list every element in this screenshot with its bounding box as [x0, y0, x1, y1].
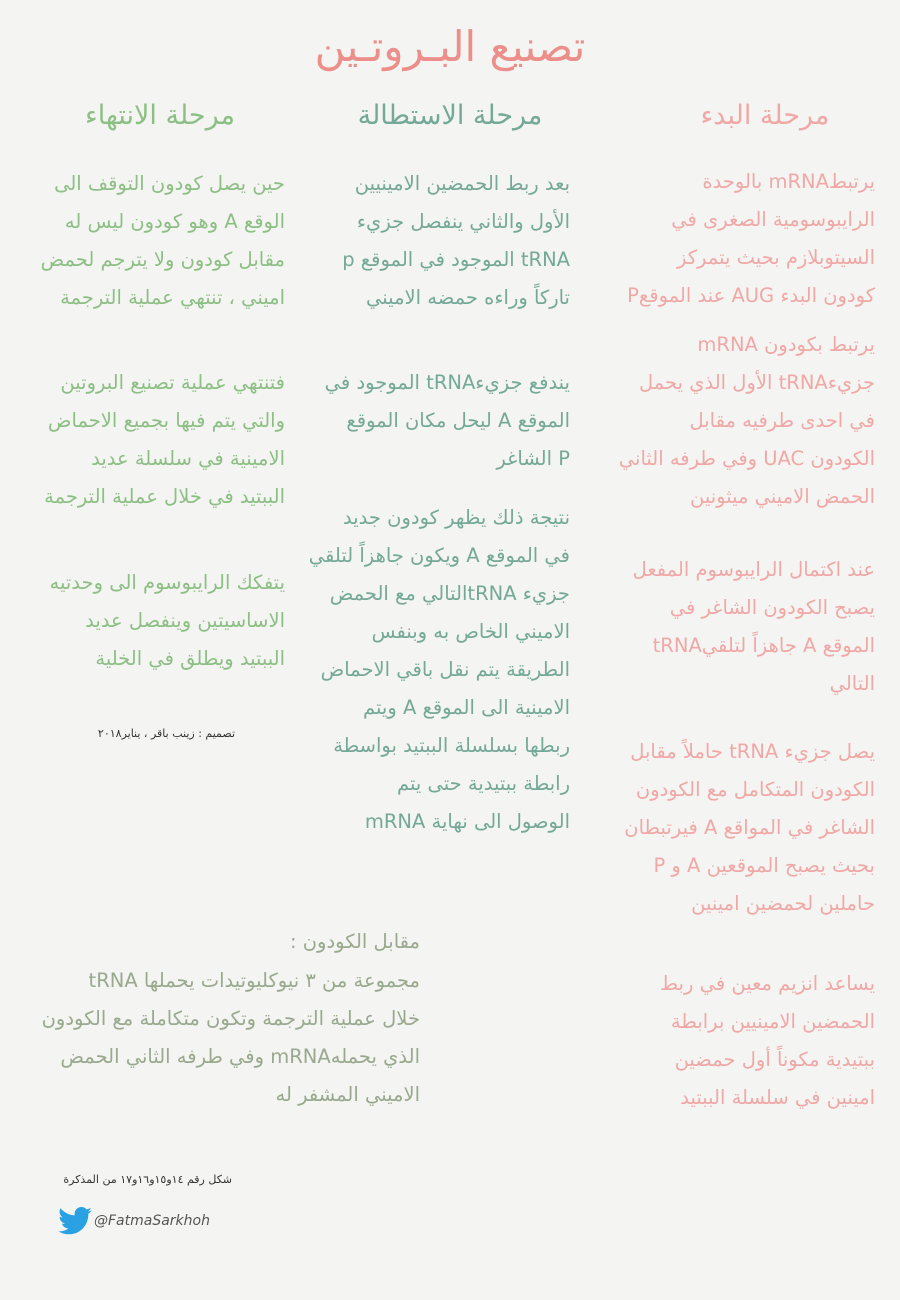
- twitter-signature: [58, 1207, 210, 1235]
- start-paragraph-5: يساعد انزيم معين في ربط الحمضين الامينيين برابطة ببتيدية مكوناً أول حمضين امينين في سلسلة الببتيد: [660, 972, 875, 1109]
- termination-paragraph-1: حين يصل كودون التوقف الى الوقع A وهو كودون ليس له مقابل كودون ولا يترجم لحمض اميني ، تنتهي عملية الترجمة: [40, 172, 285, 309]
- start-paragraph-4: يصل جزيء tRNA حاملاً مقابل الكودون المتكامل مع الكودون الشاغر في المواقع A فيرتبطان بحيث يصبح الموقعين A و P حاملين لحمضين امينين: [624, 740, 875, 915]
- elongation-paragraph-1: بعد ربط الحمضين الامينيين الأول والثاني ينفصل جزيء tRNA الموجود في الموقع p تاركاً وراءه حمضه الاميني: [342, 172, 570, 309]
- twitter-bird-icon: [58, 1207, 92, 1235]
- elongation-stage-heading: مرحلة الاستطالة: [357, 100, 543, 131]
- termination-stage-heading: مرحلة الانتهاء: [85, 100, 235, 131]
- elongation-paragraph-2: يندفع جزيءtRNA الموجود في الموقع A ليحل مكان الموقع P الشاغر: [324, 371, 570, 470]
- elongation-paragraph-3: نتيجة ذلك يظهر كودون جديد في الموقع A ويكون جاهزاً لتلقي جزيء tRNAالتالي مع الحمض الاميني الخاص به وبنفس الطريقة يتم نقل باقي الاحماض الامينية الى الموقع A ويتم ربطها بسلسلة الببتيد بواسطة رابطة ببتيدية حتى يتم الوصول الى نهاية mRNA: [308, 506, 570, 833]
- anticodon-definition: مجموعة من ٣ نيوكليوتيدات يحملها tRNA خلال عملية الترجمة وتكون متكاملة مع الكودون الذي يحملهmRNA وفي طرفه الثاني الحمض الاميني المشفر له: [41, 969, 420, 1106]
- start-stage-heading: مرحلة البدء: [700, 100, 830, 131]
- anticodon-heading: مقابل الكودون :: [289, 930, 420, 953]
- start-paragraph-3: عند اكتمال الرايبوسوم المفعل يصبح الكودون الشاغر في الموقع A جاهزاً لتلقيtRNA التالي: [632, 558, 875, 695]
- twitter-handle: @FatmaSarkhoh: [94, 1213, 210, 1229]
- design-credit: تصميم : زينب باقر ، يناير٢٠١٨: [97, 727, 235, 740]
- page-title: تصنيع البـروتـين: [314, 22, 586, 71]
- start-paragraph-1: يرتبطmRNA بالوحدة الرايبوسومية الصغرى في السيتوبلازم بحيث يتمركز كودون البدء AUG عند الموقعP: [627, 170, 875, 307]
- figure-reference-note: شكل رقم ١٤و١٥و١٦و١٧ من المذكرة: [63, 1173, 232, 1186]
- termination-paragraph-2: فتنتهي عملية تصنيع البروتين والتي يتم فيها بجميع الاحماض الامينية في سلسلة عديد الببتيد في خلال عملية الترجمة: [44, 371, 285, 508]
- termination-paragraph-3: يتفكك الرايبوسوم الى وحدتيه الاساسيتين وينفصل عديد الببتيد ويطلق في الخلية: [49, 571, 285, 670]
- start-paragraph-2: يرتبط بكودون mRNA جزيءtRNA الأول الذي يحمل في احدى طرفيه مقابل الكودون UAC وفي طرفه الثاني الحمض الاميني ميثونين: [618, 333, 875, 508]
